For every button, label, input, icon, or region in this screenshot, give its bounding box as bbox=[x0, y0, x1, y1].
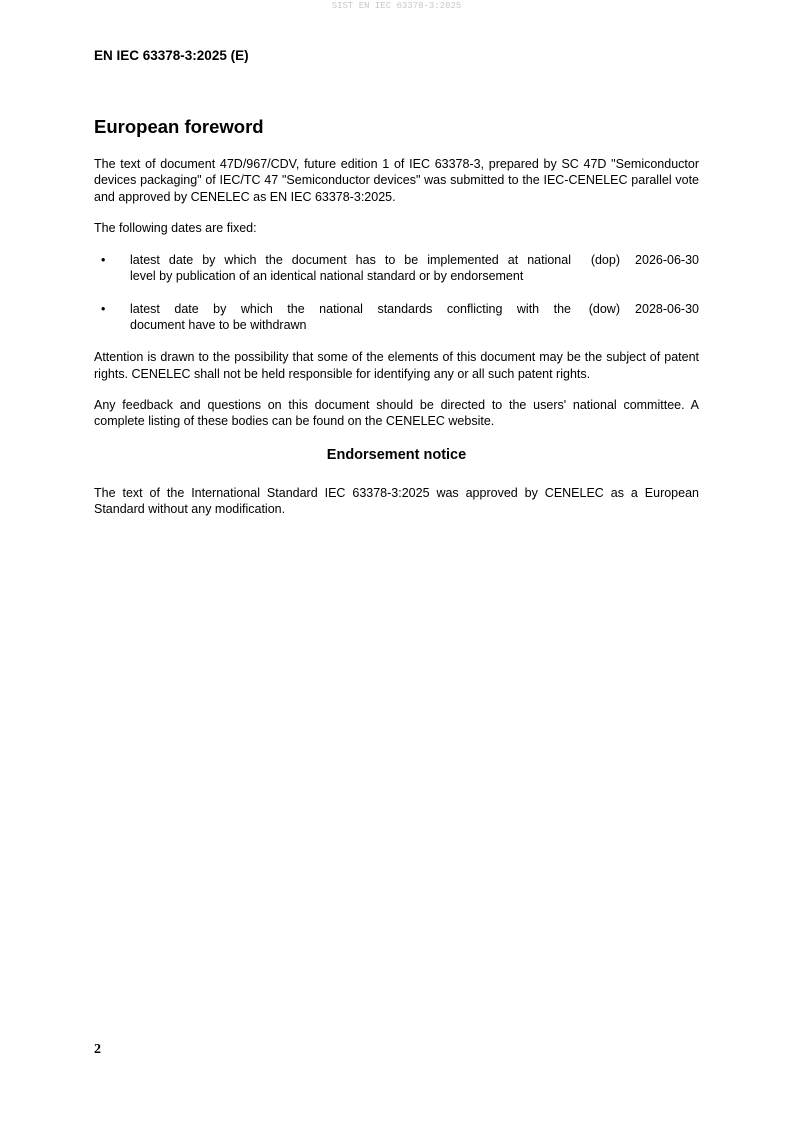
foreword-intro: The text of document 47D/967/CDV, future edition 1 of IEC 63378-3, prepared by SC 47D "Semiconductor devices packaging" of IEC/TC 47 "Semiconductor devices" was submitted to the IEC-CENELEC parallel vote and approved by CENELEC as EN IEC 63378-3:2025. bbox=[94, 157, 699, 204]
page-number: 2 bbox=[94, 1042, 101, 1057]
foreword-body bbox=[94, 156, 699, 517]
feedback-notice: Any feedback and questions on this document should be directed to the users' national committee. A complete listing of these bodies can be found on the CENELEC website. bbox=[94, 397, 699, 429]
date-description bbox=[130, 301, 571, 334]
date-code: (dop) bbox=[590, 253, 620, 268]
dates-list bbox=[94, 252, 699, 333]
date-description bbox=[130, 252, 571, 285]
watermark: SIST EN IEC 63378-3:2025 bbox=[331, 1, 462, 11]
list-item bbox=[94, 301, 699, 334]
patent-notice: Attention is drawn to the possibility that some of the elements of this document may be the subject of patent rights. CENELEC shall not be held responsible for identifying any or all such patent rights. bbox=[94, 350, 699, 381]
dates-intro: The following dates are fixed: bbox=[94, 220, 257, 235]
date-value: 2028-06-30 bbox=[635, 301, 699, 316]
date-value: 2026-06-30 bbox=[635, 253, 699, 268]
foreword-title: European foreword bbox=[94, 116, 264, 137]
list-item bbox=[94, 252, 699, 285]
date-description-line: latest date by which the document has to be implemented at national bbox=[130, 253, 571, 268]
date-description-line: latest date by which the national standards conflicting with the bbox=[130, 301, 571, 316]
document-id: EN IEC 63378-3:2025 (E) bbox=[94, 48, 249, 63]
bullet-icon: • bbox=[101, 253, 106, 268]
endorsement-text: The text of the International Standard IEC 63378-3:2025 was approved by CENELEC as a European Standard without any modification. bbox=[94, 485, 699, 517]
date-description-line: document have to be withdrawn bbox=[130, 318, 307, 333]
bullet-icon: • bbox=[101, 301, 106, 316]
date-description-line: level by publication of an identical national standard or by endorsement bbox=[130, 269, 524, 284]
date-code: (dow) bbox=[588, 301, 620, 316]
endorsement-title: Endorsement notice bbox=[326, 446, 467, 463]
